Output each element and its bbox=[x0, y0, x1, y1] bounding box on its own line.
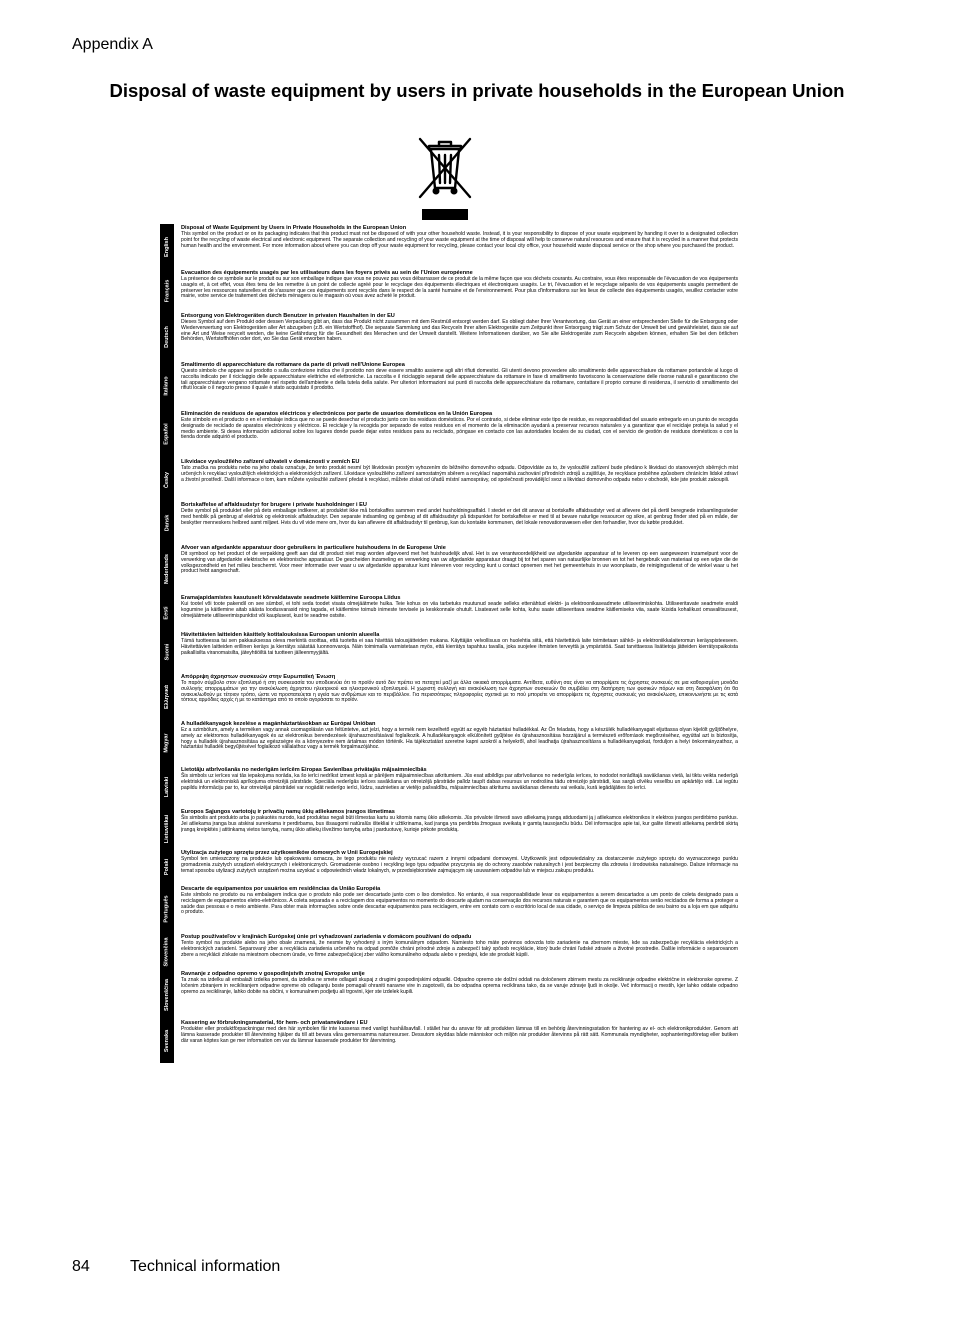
section-title: Utylizacja zużytego sprzętu przez użytkowników domowych w Unii Europejskiej bbox=[181, 850, 393, 856]
section-title: Kassering av förbrukningsmaterial, för hem- och privatanvändare i EU bbox=[181, 1020, 368, 1026]
lang-label-slovenscina: Slovenščina bbox=[164, 978, 171, 1011]
section-body: Dieses Symbol auf dem Produkt oder dessen Verpackung gibt an, dass das Produkt nicht zusammen mit dem Restmüll entsorgt werden darf. Es obliegt daher Ihrer Verantwortung, das Gerät an einer entsprechenden Stelle für die Entsorgung oder Wiederverwertung von Elektrogeräten aller Art abzugeben (z.B. ein Wertstoffhof). Die separate Sammlung und das Recyceln Ihrer alten Elektrogeräte zum Zeitpunkt ihrer Entsorgung trägt zum Schutz der Umwelt bei und gewährleistet, dass sie auf eine Art und Weise recycelt werden, die keine Gefährdung für die Gesundheit des Menschen und der Umwelt darstellt. Weitere Informationen darüber, wo Sie alte Elektrogeräte zum Recyceln abgeben können, erhalten Sie bei den örtlichen Behörden, Wertstoffhöfen oder dort, wo Sie das Gerät erworben haben. bbox=[181, 318, 738, 343]
lang-label-suomi: Suomi bbox=[164, 643, 170, 661]
lang-label-deutsch: Deutsch bbox=[164, 325, 171, 348]
section-title: Eliminación de residuos de aparatos eléctricos y electrónicos por parte de usuarios domésticos en la Unión Europea bbox=[181, 411, 493, 417]
section-title: Europos Sąjungos vartotojų ir privačių namų ūkių atliekamos įrangos išmetimas bbox=[181, 809, 395, 815]
section-deutsch bbox=[181, 313, 738, 360]
section-body: Kui tootel või toote pakendil on see sümbol, ei tohi seda toodet visata olmejäätmete hulka. Teie kohus on viia tarbetuks muutunud seade selleks ettenähtud elektri- ja elektroonikaseadmete utiliseerimiskohta. Utiliseeritavate seadmete eraldi kogumine ja käitlemine aitab säästa loodusvarasid ning tagada, et käitlemine toimub inimeste tervisele ja keskkonnale ohutult. Lisateavet selle kohta, kuhu saate utiliseeritava seadme käitlemiseks viia, saate küsida kohalikust omavalitsusest, olmejäätmete utiliseerimispunktist või kauplusest, kust te seadme ostsite. bbox=[181, 600, 738, 619]
section-body: La présence de ce symbole sur le produit ou sur son emballage indique que vous ne pouvez pas vous débarrasser de ce produit de la même façon que vos déchets courants. Au contraire, vous êtes responsable de l'évacuation de vos équipements usagés et, à cet effet, vous êtes tenu de les remettre à un point de collecte agréé pour le recyclage des équipements électriques et électroniques usagés. Le tri, l'évacuation et le recyclage séparés de vos équipements usagés permettent de préserver les ressources naturelles et de s'assurer que ces équipements sont recyclés dans le respect de la santé humaine et de l'environnement. Pour plus d'informations sur les lieux de collecte des équipements usagés, veuillez contacter votre mairie, votre service de traitement des déchets ménagers ou le magasin où vous avez acheté le produit. bbox=[181, 275, 738, 300]
section-body: Questo simbolo che appare sul prodotto o sulla confezione indica che il prodotto non deve essere smaltito assieme agli altri rifiuti domestici. Gli utenti devono provvedere allo smaltimento delle apparecchiature da rottamare portandole al luogo di raccolta indicato per il riciclaggio delle apparecchiature elettriche ed elettroniche. La raccolta e il riciclaggio separati delle apparecchiature da rottamare in fase di smaltimento favoriscono la conservazione delle risorse naturali e garantiscono che tali apparecchiature vengano rottamate nel rispetto dell'ambiente e della tutela della salute. Per ulteriori informazioni sui punti di raccolta delle apparecchiature da rottamare, contattare il proprio comune di residenza, il servizio di smaltimento dei rifiuti locale o il negozio presso il quale è stato acquistato il prodotto. bbox=[181, 367, 738, 392]
section-body: Este símbolo en el producto o en el embalaje indica que no se puede desechar el producto junto con los residuos domésticos. Por el contrario, si debe eliminar este tipo de residuo, es responsabilidad del usuario entregarlo en un punto de recogida designado de reciclado de aparatos electrónicos y eléctricos. El reciclaje y la recogida por separado de estos residuos en el momento de la eliminación ayudará a preservar recursos naturales y a garantizar que el reciclaje proteja la salud y el medio ambiente. Si desea información adicional sobre los lugares donde puede dejar estos residuos para su reciclado, póngase en contacto con las autoridades locales de su ciudad, con el servicio de gestión de residuos domésticos o con la tienda donde adquirió el producto. bbox=[181, 416, 738, 441]
language-sidebar bbox=[160, 224, 174, 1063]
section-body: Produkter eller produktförpackningar med den här symbolen får inte kasseras med vanligt hushållsavfall. I stället har du ansvar för att produkten lämnas till en behörig återvinningsstation för hantering av el- och elektronikprodukter. Genom att lämna kasserade produkter till återvinning hjälper du till att bevara våra gemensamma naturresurser. Dessutom skyddas både människor och miljön när produkter återvinns på rätt sätt. Kommunala myndigheter, sophanteringsföretag eller butiken där varan köptes kan ge mer information om var du lämnar kasserade produkter för återvinning. bbox=[181, 1025, 738, 1044]
page-number: 84 bbox=[72, 1258, 90, 1275]
section-title: Smaltimento di apparecchiature da rottamare da parte di privati nell'Unione Europea bbox=[181, 362, 405, 368]
section-title: Évacuation des équipements usagés par les utilisateurs dans les foyers privés au sein de l'Union européenne bbox=[181, 270, 473, 276]
section-portugues bbox=[181, 886, 738, 932]
section-body: Ez a szimbólum, amely a terméken vagy annak csomagolásán van feltüntetve, azt jelzi, hogy a termék nem kezelhető együtt az egyéb háztartási hulladékkal. Az Ön feladata, hogy a készülék hulladékanyagait eljuttassa olyan kijelölt gyűjtőhelyre, amely az elektromos hulladékanyagok és az elektronikus berendezések újrahasznosításával foglalkozik. A hulladékanyagok elkülönített gyűjtése és újrahasznosítása hozzájárul a természeti erőforrások megőrzéséhez, egyúttal azt is biztosítja, hogy a hulladék újrahasznosítása az egészségre és a környezetre nem ártalmas módon történik. Ha tájékoztatást szeretne kapni azokról a helyekről, ahol leadhatja újrahasznosításra a hulladékanyagokat, forduljon a helyi önkormányzathoz, a háztartási hulladék begyűjtésével foglalkozó vállalathoz vagy a termék forgalmazójához. bbox=[181, 726, 738, 751]
section-body: Symbol ten umieszczony na produkcie lub opakowaniu oznacza, że tego produktu nie należy wyrzucać razem z innymi odpadami domowymi. Użytkownik jest odpowiedzialny za dostarczenie zużytego sprzętu do wyznaczonego punktu gromadzenia zużytych urządzeń elektrycznych i elektronicznych. Gromadzenie osobno i recykling tego typu odpadów przyczynia się do ochrony zasobów naturalnych i jest bezpieczny dla zdrowia i środowiska naturalnego. Dalsze informacje na temat sposobu utylizacji zużytych urządzeń można uzyskać u odpowiednich władz lokalnych, w przedsiębiorstwie zajmującym się usuwaniem odpadów lub w miejscu zakupu produktu. bbox=[181, 855, 738, 874]
lang-label-magyar: Magyar bbox=[164, 733, 171, 753]
lang-label-greek: Ελληνικά bbox=[164, 684, 170, 709]
section-title: Απόρριψη άχρηστων συσκευών στην Ευρωπαϊκή Ένωση bbox=[181, 674, 336, 680]
lang-label-english: English bbox=[164, 236, 170, 257]
language-sections bbox=[181, 225, 738, 1064]
section-body: Šis simbolis ant produkto arba jo pakuotės nurodo, kad produktas negali būti išmestas kartu su kitomis namų ūkio atliekomis. Jūs privalote išmesti savo atliekamą įrangą atiduodami ją į atliekamos elektronikos ir elektros įrangos perdirbimo punktus. Jei atliekama įranga bus atskirai surenkama ir perdirbama, bus išsaugomi natūralūs ištekliai ir užtikrinama, kad įranga yra perdirbta žmogaus sveikatą ir gamtą tausojančiu būdu. Dėl informacijos apie tai, kur galite išmesti atliekamą perdirbti skirtą įrangą kreipkitės į atitinkamą vietos tarnybą, namų ūkio atliekų išvežimo tarnybą arba į parduotuvę, kurioje pirkote produktą. bbox=[181, 814, 738, 833]
lang-label-italiano: Italiano bbox=[164, 375, 171, 396]
section-body: This symbol on the product or on its packaging indicates that this product must not be disposed of with your other household waste. Instead, it is your responsibility to dispose of your waste equipment by handing it over to a designated collection point for the recycling of waste electrical and electronic equipment. The separate collection and recycling of your waste equipment at the time of disposal will help to conserve natural resources and ensure that it is recycled in a manner that protects human health and the environment. For more information about where you can drop off your waste equipment for recycling, please contact your local city office, your household waste disposal service or the shop where you purchased the product. bbox=[181, 230, 738, 249]
section-svenska bbox=[181, 1020, 738, 1062]
lang-label-svenska: Svenska bbox=[164, 1029, 171, 1053]
section-title: Likvidace vysloužilého zařízení uživateli v domácnosti v zemích EU bbox=[181, 459, 360, 465]
footer-section-title: Technical information bbox=[130, 1258, 281, 1275]
section-title: Disposal of Waste Equipment by Users in Private Households in the European Union bbox=[181, 225, 407, 231]
weee-crossed-bin-icon bbox=[414, 133, 476, 221]
section-english bbox=[181, 225, 738, 268]
section-magyar bbox=[181, 721, 738, 765]
section-greek bbox=[181, 674, 738, 719]
section-body: Tento symbol na produkte alebo na jeho obale znamená, že nesmie by vyhodený s iným komunálnym odpadom. Namiesto toho máte povinnos odovzda toto zariadenie na zbernom mieste, kde sa zabezpečuje recyklácia elektrických a elektronických zariadení. Separovaný zber a recyklácia zariadenia určeného na odpad pomôže chráni prírodné zdroje a zabezpečí taký spôsob recyklácie, ktorý bude chráni ľudské zdravie a životné prostredie. Ďalšie informácie o separovanom zbere a recyklácii získate na miestnom obecnom úrade, vo firme zabezpečujúcej zber vášho komunálneho odpadu alebo v predajni, kde ste produkt kúpili. bbox=[181, 939, 738, 958]
section-body: Ta znak na izdelku ali embalaži izdelka pomeni, da izdelka ne smete odlagati skupaj z drugimi gospodinjskimi odpadki. Odpadno opremo ste dolžni oddati na določenem zbirnem mestu za recikliranje odpadne električne in elektronske opreme. Z ločenim zbiranjem in recikliranjem odpadne opreme ob odlaganju boste pomagali ohraniti naravne vire in zagotovili, da bo odpadna oprema reciklirana tako, da se varuje zdravje ljudi in okolje. Več informacij o mestih, kjer lahko oddate odpadno opremo za recikliranje, lahko dobite na občini, v komunalnem podjetju ali trgovini, kjer ste izdelek kupili. bbox=[181, 976, 738, 995]
section-cesky bbox=[181, 459, 738, 500]
section-espanol bbox=[181, 411, 738, 457]
lang-label-portugues: Português bbox=[164, 895, 171, 923]
section-lietuviskai bbox=[181, 809, 738, 848]
section-latviski bbox=[181, 767, 738, 807]
appendix-header: Appendix A bbox=[72, 36, 153, 53]
section-body: Dette symbol på produktet eller på dets emballage indikerer, at produktet ikke må bortskaffes sammen med andet husholdningsaffald. I stedet er det dit ansvar at bortskaffe affaldsudstyr ved at aflevere det på dertil beregnede indsamlingssteder med henblik på genbrug af elektrisk og elektronisk affaldsudstyr. Den separate indsamling og genbrug af dit affaldsudstyr på tidspunktet for bortskaffelse er med til at bevare naturlige ressourcer og sikre, at genbrug finder sted på en måde, der beskytter menneskers helbred samt miljøet. Hvis du vil vide mere om, hvor du kan aflevere dit affaldsudstyr til genbrug, kan du kontakte kommunen, det lokale renovationsvæsen eller den forhandler, hvor du købte produktet. bbox=[181, 507, 738, 526]
lang-label-dansk: Dansk bbox=[164, 514, 171, 531]
section-title: Eramajapidamistes kasutuselt kõrvaldatavate seadmete käitlemine Euroopa Liidus bbox=[181, 595, 401, 601]
section-title: A hulladékanyagok kezelése a magánháztartásokban az Európai Unióban bbox=[181, 721, 376, 727]
section-title: Entsorgung von Elektrogeräten durch Benutzer in privaten Haushalten in der EU bbox=[181, 313, 395, 319]
section-slovenscina bbox=[181, 971, 738, 1018]
page-title: Disposal of waste equipment by users in private households in the European Union bbox=[109, 80, 845, 101]
section-title: Bortskaffelse af affaldsudstyr for brugere i private husholdninger i EU bbox=[181, 502, 367, 508]
lang-label-cesky: Česky bbox=[164, 471, 170, 488]
section-body: Tato značka na produktu nebo na jeho obalu označuje, že tento produkt nesmí být likvidován prostým vyhozením do běžného domovního odpadu. Odpovídáte za to, že vysloužilé zařízení bude předáno k likvidaci do stanovených sběrných míst určených k recyklaci vysloužilých elektrických a elektronických zařízení. Likvidace vysloužilého zařízení samostatným sběrem a recyklací napomáhá zachování přírodních zdrojů a zajišťuje, že recyklace proběhne způsobem chránícím lidské zdraví a životní prostředí. Další informace o tom, kam můžete vysloužilé zařízení předat k recyklaci, můžete získat od úřadů místní samosprávy, od společnosti provádějící svoz a likvidaci domovního odpadu nebo v obchodě, kde jste produkt zakoupili. bbox=[181, 464, 738, 483]
lang-label-slovencina: Slovenčina bbox=[164, 936, 171, 967]
lang-label-lietuviskai: Lietuviškai bbox=[164, 814, 170, 843]
lang-label-espanol: Español bbox=[164, 423, 170, 445]
lang-label-eesti: Eesti bbox=[164, 605, 170, 620]
lang-label-francais: Français bbox=[164, 279, 170, 302]
section-francais bbox=[181, 270, 738, 311]
section-polski bbox=[181, 850, 738, 884]
section-italiano bbox=[181, 362, 738, 409]
section-suomi bbox=[181, 632, 738, 672]
section-title: Postup používateľov v krajinách Európskej únie pri vyhadzovaní zariadenia v domácom používaní do odpadu bbox=[181, 934, 472, 940]
section-eesti bbox=[181, 595, 738, 630]
section-title: Afvoer van afgedankte apparatuur door gebruikers in particuliere huishoudens in de Europese Unie bbox=[181, 545, 446, 551]
section-dansk bbox=[181, 502, 738, 543]
lang-label-nederlands: Nederlands bbox=[164, 554, 170, 584]
section-body: Dit symbool op het product of de verpakking geeft aan dat dit product niet mag worden afgevoerd met het huishoudelijk afval. Het is uw verantwoordelijkheid uw afgedankte apparatuur af te leveren op een aangewezen inzamelpunt voor de verwerking van afgedankte elektrische en elektronische apparatuur. De gescheiden inzameling en verwerking van uw afgedankte apparatuur draagt bij tot het sparen van natuurlijke bronnen en tot het hergebruik van materiaal op een wijze die de volksgezondheid en het milieu beschermt. Voor meer informatie over waar u uw afgedankte apparatuur kunt inleveren voor recycling kunt u contact opnemen met het gemeentehuis in uw woonplaats, de reinigingsdienst of de winkel waar u het product hebt aangeschaft. bbox=[181, 550, 738, 575]
section-body: Το παρόν σύμβολο στον εξοπλισμό ή στη συσκευασία του υποδεικνύει ότι το προϊόν αυτό δεν πρέπει να πεταχτεί μαζί με άλλα οικιακά απορρίμματα. Αντίθετα, ευθύνη σας είναι να απορρίψετε τις άχρηστες συσκευές σε μια καθορισμένη μονάδα συλλογής απορριμμάτων για την ανακύκλωση άχρηστου ηλεκτρικού και ηλεκτρονικού εξοπλισμού. Η χωριστή συλλογή και ανακύκλωση των άχρηστων συσκευών θα συμβάλει στη διατήρηση των φυσικών πόρων και στη διασφάλιση ότι θα ανακυκλωθούν με τέτοιον τρόπο, ώστε να προστατεύεται η υγεία των ανθρώπων και το περιβάλλον. Για περισσότερες πληροφορίες σχετικά με το πού μπορείτε να απορρίψετε τις άχρηστες συσκευές για ανακύκλωση, επικοινωνήστε με τις κατά τόπους αρμόδιες αρχές ή με το κατάστημα από το οποίο αγοράσατε το προϊόν. bbox=[181, 679, 738, 704]
lang-label-polski: Polski bbox=[164, 858, 171, 876]
lang-label-latviski: Latviski bbox=[164, 776, 171, 798]
section-nederlands bbox=[181, 545, 738, 593]
section-title: Hävitettävien laitteiden käsittely kotitalouksissa Euroopan unionin alueella bbox=[181, 632, 380, 638]
section-body: Tämä tuotteessa tai sen pakkauksessa oleva merkintä osoittaa, että tuotetta ei saa hävittää talousjätteiden mukana. Käyttäjän velvollisuus on huolehtia siitä, että hävitettävä laite toimitetaan sähkö- ja elektroniikkalaiteromun keräyspisteeseen. Hävitettävien laitteiden erillinen keräys ja kierrätys säästää luonnonvaroja. Näin toimimalla varmistetaan myös, että kierrätys tapahtuu tavalla, joka suojelee ihmisten terveyttä ja ympäristöä. Saat tarvittaessa lisätietoja jätteiden kierrätyspaikoista paikallisilta viranomaisilta, jäteyhtiöiltä tai tuotteen jälleenmyyjältä. bbox=[181, 637, 738, 656]
section-title: Lietotāju atbrīvošanās no nederīgām ierīcēm Eiropas Savienības privātajās mājsaimniecībās bbox=[181, 767, 427, 773]
section-body: Este símbolo no produto ou na embalagem indica que o produto não pode ser descartado junto com o lixo doméstico. No entanto, é sua responsabilidade levar os equipamentos a serem descartados a um ponto de coleta designado para a reciclagem de equipamentos eletro-eletrônicos. A coleta separada e a reciclagem dos equipamentos no momento do descarte ajudam na conservação dos recursos naturais e garantem que os equipamentos serão reciclados de forma a proteger a saúde das pessoas e o meio ambiente. Para obter mais informações sobre onde descartar equipamentos para reciclagem, entre em contato com o escritório local de sua cidade, o serviço de limpeza pública de seu bairro ou a loja em que adquiriu o produto. bbox=[181, 891, 738, 916]
section-slovencina bbox=[181, 934, 738, 969]
section-title: Ravnanje z odpadno opremo v gospodinjstvih znotraj Evropske unije bbox=[181, 971, 365, 977]
section-title: Descarte de equipamentos por usuários em residências da União Européia bbox=[181, 886, 381, 892]
section-body: Šis simbols uz ierīces vai tās iepakojuma norāda, ka šo ierīci nedrīkst izmest kopā ar pārējiem mājsaimniecības atkritumiem. Jūs esat atbildīgs par atbrīvošanos no nederīgās ierīces, to nododot norādītajā savākšanas vietā, lai tiktu veikta nederīgā elektriskā un elektroniskā aprīkojuma otrreizējā pārstrāde. Speciāla nederīgās ierīces savākšana un otrreizējā pārstrāde palīdz taupīt dabas resursus un nodrošina tādu otrreizējo pārstrādi, kas sargā cilvēku veselību un apkārtējo vidi. Lai iegūtu papildu informāciju par to, kur otrreizējai pārstrādei var nogādāt nederīgo ierīci, lūdzu, sazinieties ar vietējo pašvaldību, mājsaimniecības atkritumu savākšanas dienestu vai veikalu, kurā iegādājāties šo ierīci. bbox=[181, 772, 738, 791]
